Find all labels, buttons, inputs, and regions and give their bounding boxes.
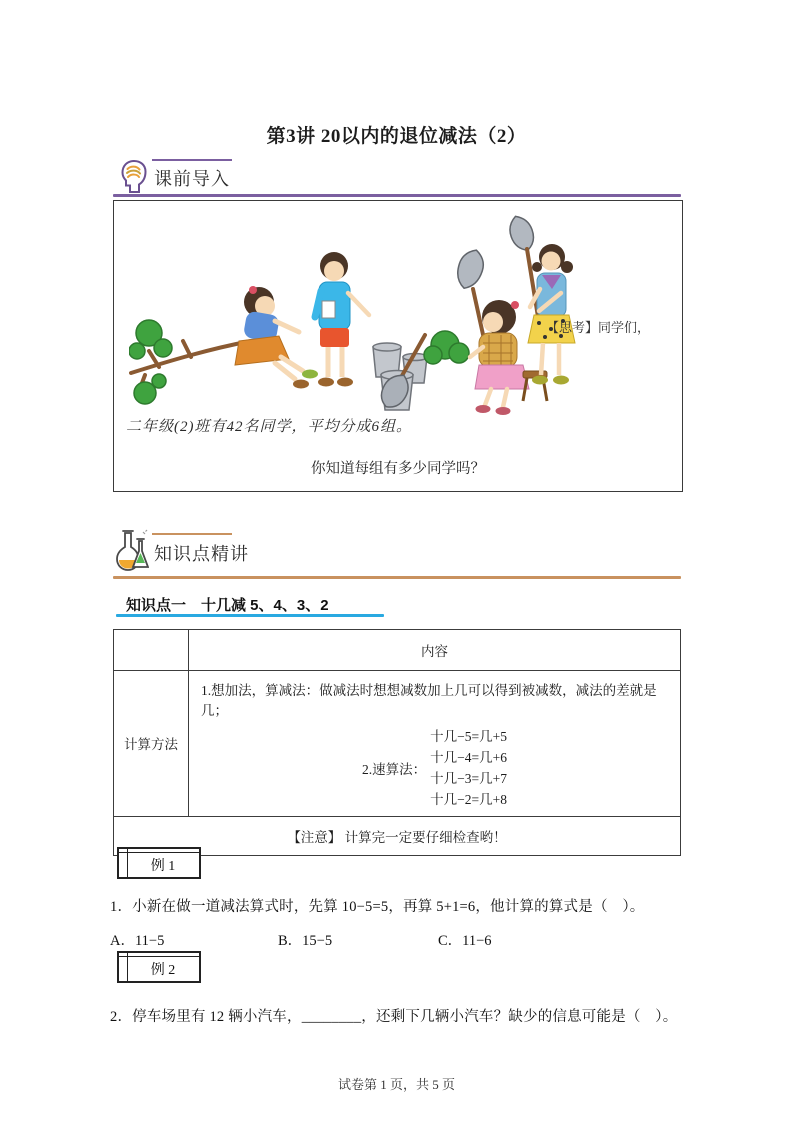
think-note: 【思考】同学们， <box>546 320 651 335</box>
knowledge-point-title: 知识点一 十几减 5、4、3、2 <box>126 597 329 614</box>
equation-line: 十几−4=几+6 <box>430 749 507 765</box>
example-1-badge <box>117 847 201 879</box>
table-note-cell: 【注意】 计算完一定要仔细检查哟！ <box>114 816 681 855</box>
method-2-block <box>201 726 668 810</box>
intro-caption-handwritten: 二年级(2)班有42名同学，平均分成6组。 <box>126 419 412 435</box>
equation-line: 十几−2=几+8 <box>430 791 507 807</box>
table-content-header: 内容 <box>189 630 681 671</box>
intro-caption-question: 你知道每组有多少同学吗？ <box>311 461 485 477</box>
table-method-cell <box>189 671 681 817</box>
knowledge-section-header: 知识点精讲 <box>154 544 249 564</box>
table-row-label: 计算方法 <box>114 671 189 817</box>
intro-header-topline <box>152 159 232 161</box>
page-title: 第3讲 20以内的退位减法（2） <box>266 126 527 147</box>
example-2-badge-label: 例 2 <box>150 963 176 978</box>
method-2-label: 2.速算法： <box>362 761 427 777</box>
question-1-option-c: C．11−6 <box>438 933 492 949</box>
equation-list <box>430 726 507 810</box>
knowledge-header-underline <box>113 576 681 579</box>
knowledge-header-topline <box>152 533 232 535</box>
equation-line: 十几−3=几+7 <box>430 770 507 786</box>
knowledge-point-underline <box>116 614 384 617</box>
thinking-head-icon <box>119 159 149 195</box>
question-1-option-a: A．11−5 <box>110 933 165 949</box>
question-2-text: 2．停车场里有 12 辆小汽车，________，还剩下几辆小汽车？缺少的信息可能是（ ）。 <box>110 1009 678 1025</box>
equation-line: 十几−5=几+5 <box>430 728 507 744</box>
flasks-icon <box>115 529 149 573</box>
example-1-badge-label: 例 1 <box>150 859 176 874</box>
question-1-text: 1．小新在做一道减法算式时，先算 10−5=5，再算 5+1=6，他计算的算式是（ ）。 <box>110 899 645 915</box>
intro-header-underline <box>113 194 681 197</box>
boy <box>315 252 369 387</box>
girl-1 <box>235 286 318 389</box>
knowledge-table <box>113 629 681 856</box>
method-1-text: 1.想加法，算减法：做减法时想想减数加上几可以得到被减数，减法的差就是几； <box>201 683 657 719</box>
example-2-badge <box>117 951 201 983</box>
page-footer: 试卷第 1 页，共 5 页 <box>337 1077 455 1092</box>
table-corner-cell <box>114 630 189 671</box>
intro-illustration <box>129 205 581 417</box>
intro-box <box>113 200 683 492</box>
intro-section-header: 课前导入 <box>154 169 230 189</box>
question-1-option-b: B．15−5 <box>278 933 333 949</box>
